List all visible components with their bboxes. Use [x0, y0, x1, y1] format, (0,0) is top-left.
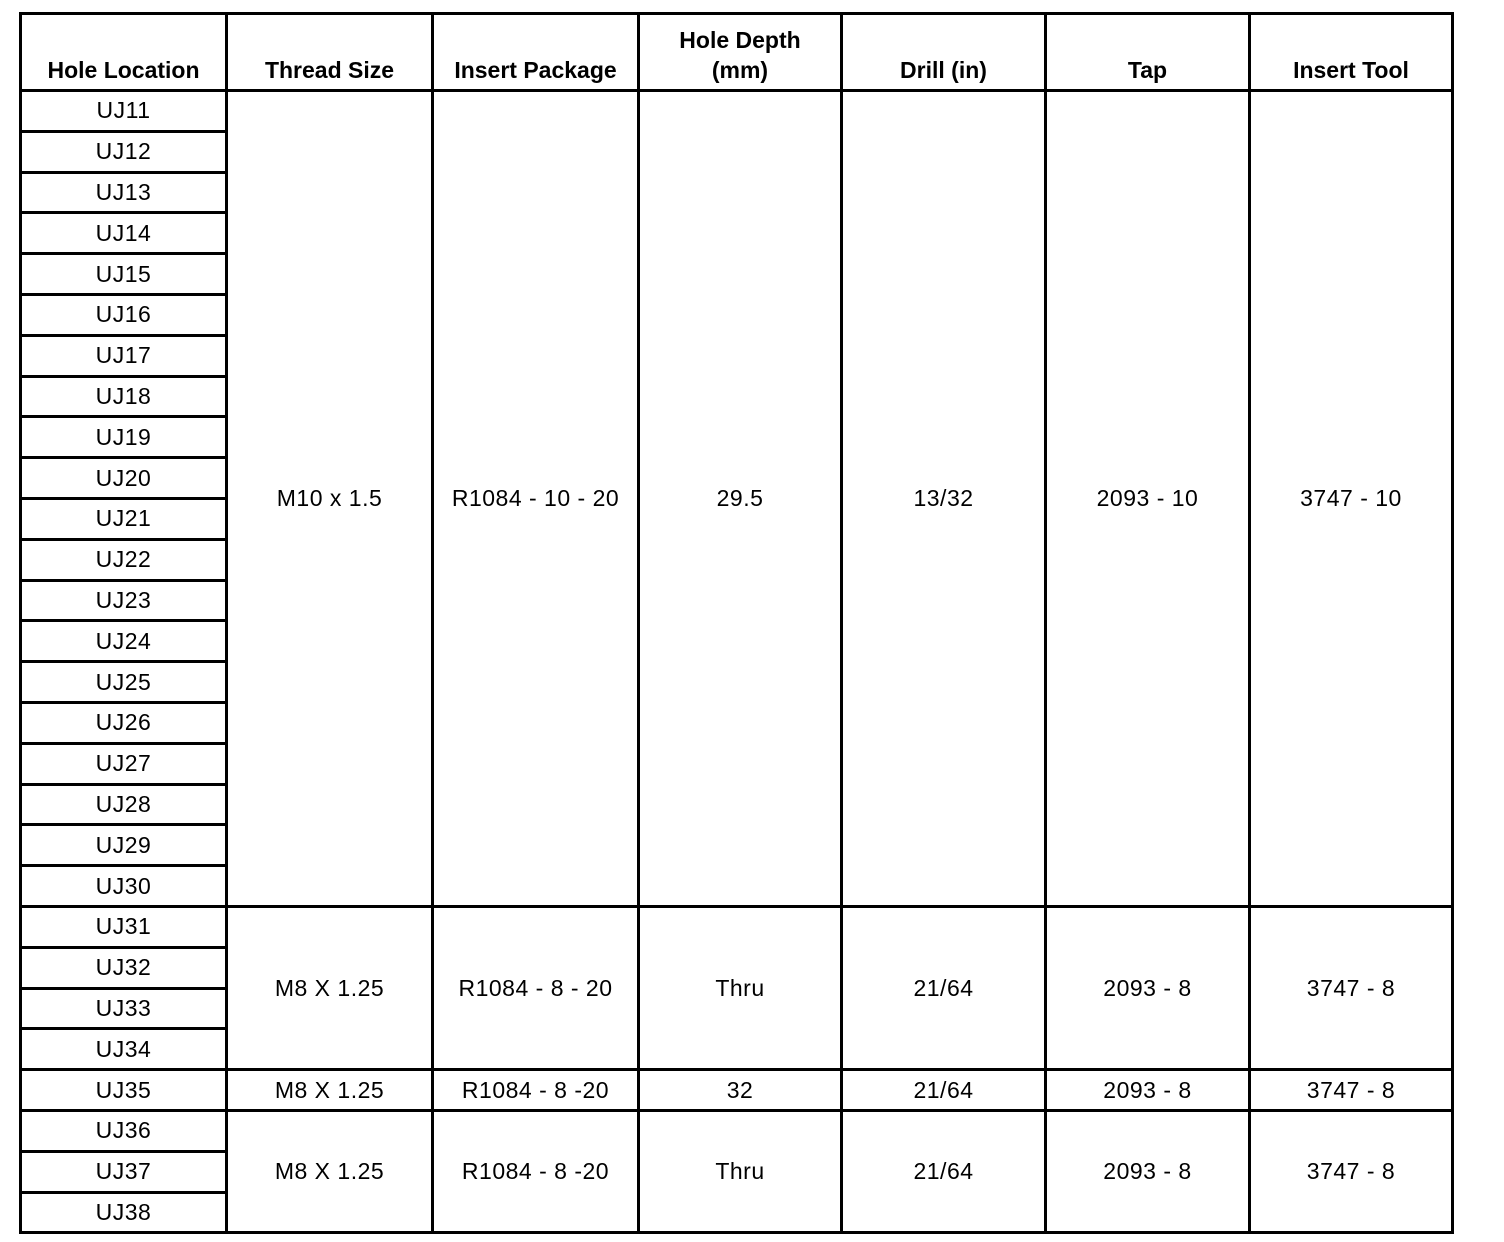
insert-tool-cell: 3747 - 10	[1250, 91, 1453, 907]
header-row	[21, 14, 1453, 91]
tap-cell: 2093 - 8	[1046, 906, 1250, 1069]
hole-location-cell: UJ23	[21, 580, 227, 621]
hole-location-cell: UJ30	[21, 866, 227, 907]
header-insert-tool	[1250, 14, 1453, 91]
header-label: Insert Package	[454, 57, 617, 83]
hole-location-cell: UJ25	[21, 662, 227, 703]
hole-location-cell: UJ35	[21, 1070, 227, 1111]
tap-cell: 2093 - 10	[1046, 91, 1250, 907]
hole-depth-cell: 29.5	[639, 91, 842, 907]
drill-size-cell: 21/64	[842, 1070, 1046, 1111]
hole-location-cell: UJ20	[21, 458, 227, 499]
hole-location-cell: UJ28	[21, 784, 227, 825]
thread-size-cell: M10 x 1.5	[227, 91, 433, 907]
hole-location-cell: UJ27	[21, 743, 227, 784]
thread-size-cell: M8 X 1.25	[227, 906, 433, 1069]
header-label: Hole Depth	[679, 27, 801, 53]
tap-cell: 2093 - 8	[1046, 1070, 1250, 1111]
insert-tool-cell: 3747 - 8	[1250, 1070, 1453, 1111]
header-hole-location	[21, 14, 227, 91]
insert-package-cell: R1084 - 8 - 20	[433, 906, 639, 1069]
drill-size-cell: 21/64	[842, 1110, 1046, 1232]
hole-location-cell: UJ34	[21, 1029, 227, 1070]
hole-location-cell: UJ17	[21, 335, 227, 376]
insert-package-cell: R1084 - 10 - 20	[433, 91, 639, 907]
hole-location-cell: UJ16	[21, 294, 227, 335]
hole-location-cell: UJ24	[21, 621, 227, 662]
hole-location-cell: UJ33	[21, 988, 227, 1029]
header-thread-size	[227, 14, 433, 91]
hole-location-cell: UJ11	[21, 91, 227, 132]
tap-cell: 2093 - 8	[1046, 1110, 1250, 1232]
header-label: Thread Size	[264, 57, 395, 83]
hole-location-cell: UJ14	[21, 213, 227, 254]
header-label: Tap	[1127, 57, 1168, 83]
hole-location-cell: UJ36	[21, 1110, 227, 1151]
hole-location-cell: UJ15	[21, 254, 227, 295]
insert-tool-cell: 3747 - 8	[1250, 906, 1453, 1069]
hole-location-cell: UJ37	[21, 1151, 227, 1192]
table-body	[21, 91, 1453, 1233]
hole-location-cell: UJ29	[21, 825, 227, 866]
hole-location-cell: UJ21	[21, 498, 227, 539]
hole-location-cell: UJ26	[21, 702, 227, 743]
header-tap	[1046, 14, 1250, 91]
hole-location-cell: UJ38	[21, 1192, 227, 1233]
hole-depth-cell: Thru	[639, 1110, 842, 1232]
header-label: Insert Tool	[1293, 57, 1409, 83]
hole-location-cell: UJ22	[21, 539, 227, 580]
insert-package-cell: R1084 - 8 -20	[433, 1070, 639, 1111]
hole-location-cell: UJ19	[21, 417, 227, 458]
table-header	[21, 14, 1453, 91]
hole-location-cell: UJ12	[21, 131, 227, 172]
hole-location-cell: UJ18	[21, 376, 227, 417]
table-row	[21, 1070, 1453, 1111]
header-insert-package	[433, 14, 639, 91]
drill-size-cell: 13/32	[842, 91, 1046, 907]
table-row	[21, 1110, 1453, 1151]
table-row	[21, 91, 1453, 132]
insert-package-cell: R1084 - 8 -20	[433, 1110, 639, 1232]
hole-location-cell: UJ32	[21, 947, 227, 988]
header-drill	[842, 14, 1046, 91]
thread-size-cell: M8 X 1.25	[227, 1070, 433, 1111]
hole-depth-cell: Thru	[639, 906, 842, 1069]
table-row	[21, 906, 1453, 947]
thread-insert-spec-table	[19, 12, 1454, 1234]
header-label: Hole Location	[47, 57, 200, 83]
hole-location-cell: UJ31	[21, 906, 227, 947]
header-hole-depth	[639, 14, 842, 91]
header-label: Drill (in)	[900, 57, 987, 83]
insert-tool-cell: 3747 - 8	[1250, 1110, 1453, 1232]
thread-size-cell: M8 X 1.25	[227, 1110, 433, 1232]
hole-location-cell: UJ13	[21, 172, 227, 213]
hole-depth-cell: 32	[639, 1070, 842, 1111]
drill-size-cell: 21/64	[842, 906, 1046, 1069]
header-label: (mm)	[711, 57, 769, 83]
